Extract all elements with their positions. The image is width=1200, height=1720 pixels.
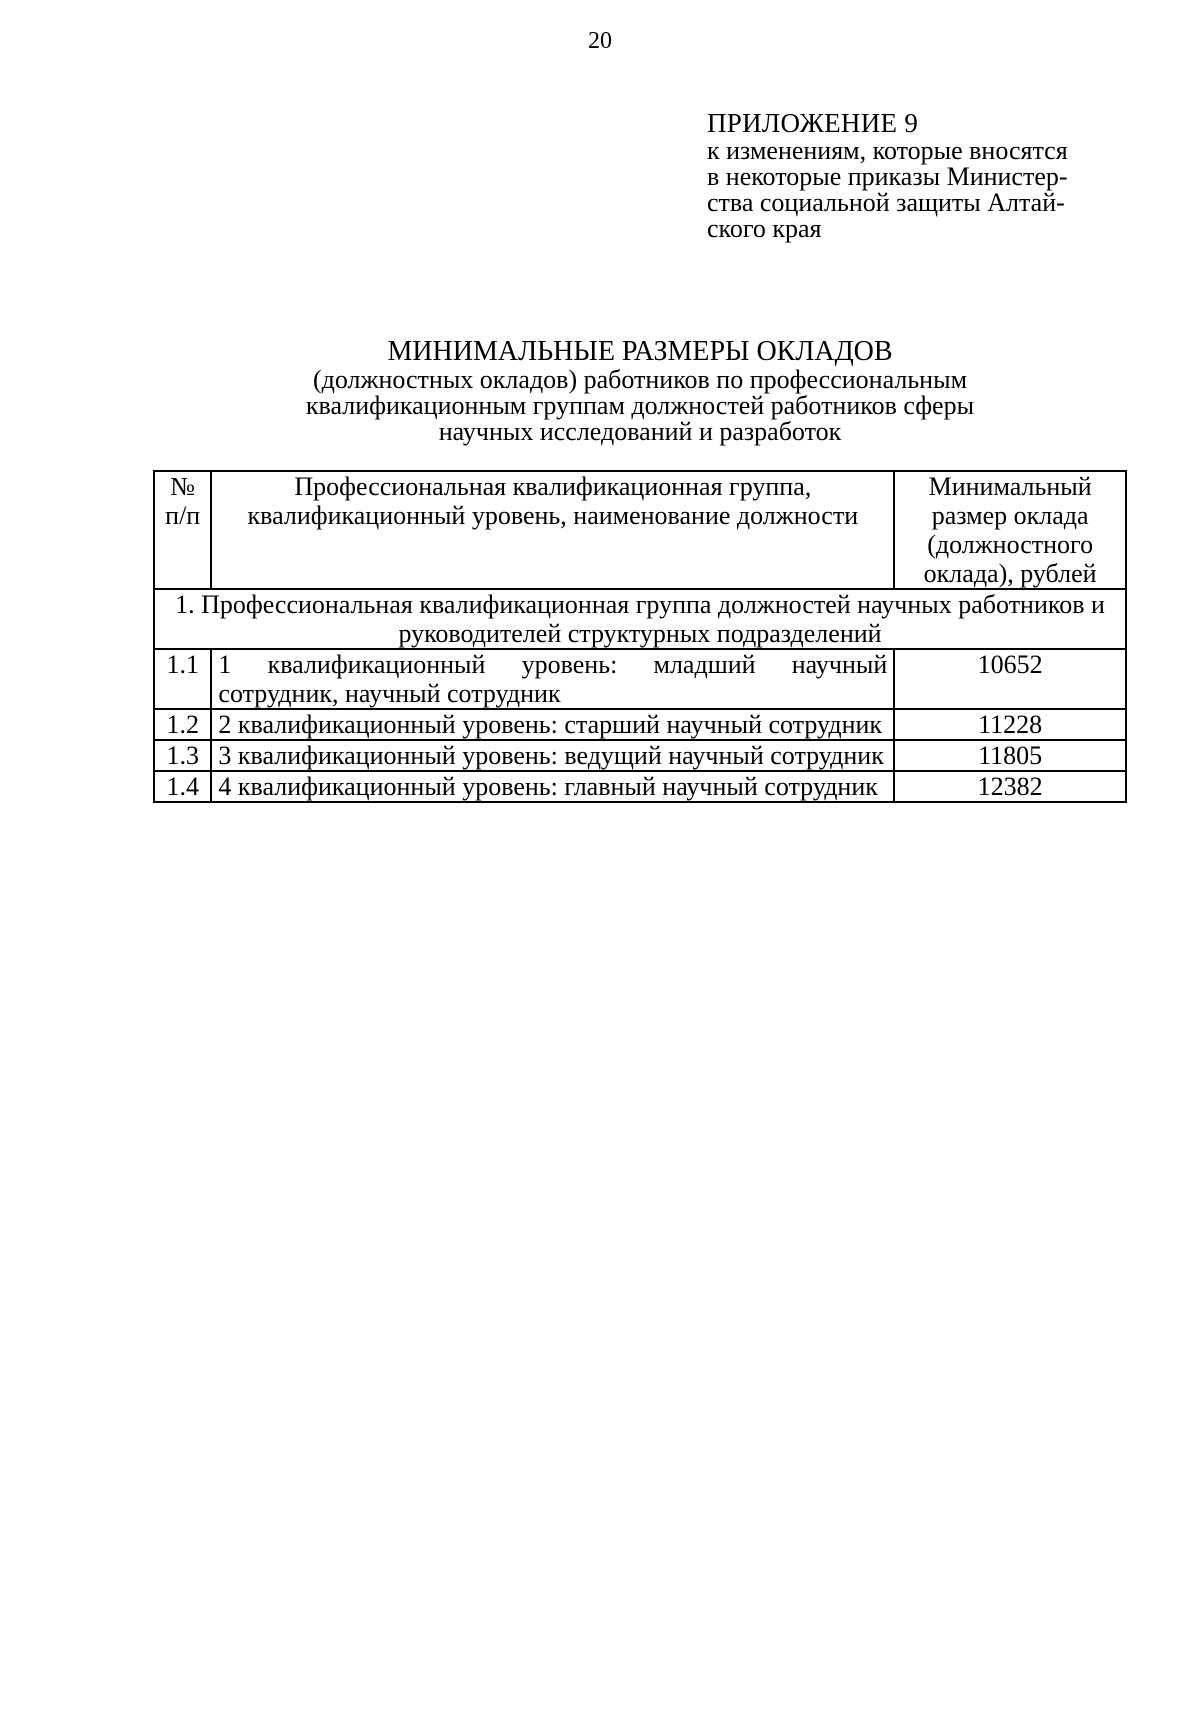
header-name: Профессиональная квалификационная группа, квалификационный уровень, наименование должности [211, 471, 894, 589]
row-name: 2 квалификационный уровень: старший научный сотрудник [211, 709, 894, 740]
document-title-line: научных исследований и разработок [438, 417, 842, 446]
row-salary: 11228 [894, 709, 1126, 740]
appendix-line: в некоторые приказы Министер- [707, 162, 1068, 191]
document-title-line: (должностных окладов) работников по профессиональным [312, 365, 968, 394]
row-salary: 10652 [894, 649, 1126, 709]
row-salary: 11805 [894, 740, 1126, 771]
table-header-row [154, 471, 1126, 589]
row-name: 4 квалификационный уровень: главный научный сотрудник [211, 771, 894, 802]
row-number: 1.2 [154, 709, 211, 740]
table-row [154, 740, 1126, 771]
row-number: 1.1 [154, 649, 211, 709]
appendix-line: к изменениям, которые вносятся [707, 136, 1068, 165]
appendix-header [707, 108, 1097, 242]
row-number: 1.4 [154, 771, 211, 802]
group-title: 1. Профессиональная квалификационная группа должностей научных работников и руководителей структурных подразделений [154, 589, 1126, 649]
header-salary: Минимальный размер оклада (должностного оклада), рублей [894, 471, 1126, 589]
row-name: 1 квалификационный уровень: младший научный сотрудник, научный сотрудник [211, 649, 894, 709]
header-number: № п/п [154, 471, 211, 589]
table-row [154, 649, 1126, 709]
appendix-line: ского края [707, 214, 822, 243]
table-row [154, 709, 1126, 740]
document-title-line: квалификационным группам должностей работников сферы [305, 391, 975, 420]
row-salary: 12382 [894, 771, 1126, 802]
salary-table [153, 470, 1127, 803]
row-number: 1.3 [154, 740, 211, 771]
table-row [154, 771, 1126, 802]
appendix-line: ства социальной защиты Алтай- [707, 188, 1065, 217]
document-title [150, 336, 1130, 445]
group-row [154, 589, 1126, 649]
appendix-title: ПРИЛОЖЕНИЕ 9 [707, 108, 919, 138]
document-title-main: МИНИМАЛЬНЫЕ РАЗМЕРЫ ОКЛАДОВ [387, 336, 893, 367]
row-name: 3 квалификационный уровень: ведущий научный сотрудник [211, 740, 894, 771]
page-number: 20 [588, 28, 612, 54]
